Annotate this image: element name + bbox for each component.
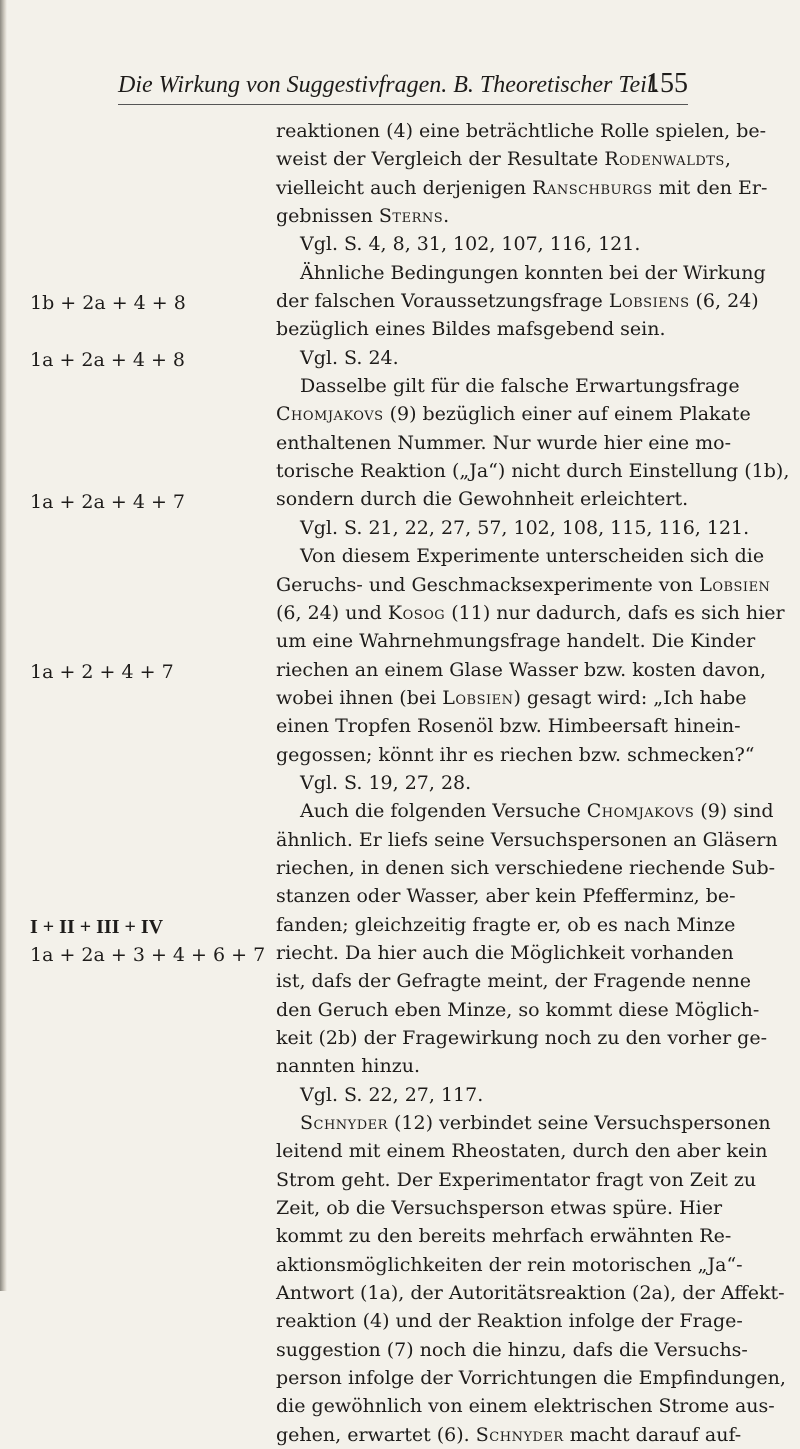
text-line: bezüglich eines Bildes mafsgebend sein. [276, 318, 666, 341]
text-line: Vgl. S. 4, 8, 31, 102, 107, 116, 121. [300, 233, 641, 256]
text-line: einen Tropfen Rosenöl bzw. Himbeersaft hinein- [276, 715, 741, 738]
margin-formula: 1a + 2a + 3 + 4 + 6 + 7 [30, 944, 266, 967]
author-name: Ranschburgs [532, 176, 653, 199]
text-line: leitend mit einem Rheostaten, durch den aber kein [276, 1140, 768, 1163]
text-line: aktionsmöglichkeiten der rein motorischen „Ja“- [276, 1253, 743, 1276]
text-line: ist, dafs der Gefragte meint, der Fragende nenne [276, 970, 752, 993]
text-line: Zeit, ob die Versuchsperson etwas spüre. Hier [276, 1197, 723, 1220]
text-line: Schnyder (12) verbindet seine Versuchspersonen [300, 1112, 771, 1135]
author-name: Rodenwaldts, [604, 148, 732, 171]
margin-formula: 1b + 2a + 4 + 8 [30, 292, 186, 315]
text-line: die gewöhnlich von einem elektrischen Strome aus- [276, 1395, 775, 1418]
text-line: gegossen; könnt ihr es riechen bzw. schmecken?“ [276, 743, 755, 766]
text-line: Von diesem Experimente unterscheiden sich die [300, 545, 765, 568]
text-line: person infolge der Vorrichtungen die Empfindungen, [276, 1367, 786, 1390]
text-line: Auch die folgenden Versuche Chomjakovs (9) sind [300, 800, 774, 823]
text-line: sondern durch die Gewohnheit erleichtert. [276, 488, 689, 511]
text-line: vielleicht auch derjenigen Ranschburgs mit den Er- [276, 176, 768, 199]
text-line: Geruchs- und Geschmacksexperimente von Lobsien [276, 573, 771, 596]
text-line: riechen, in denen sich verschiedene riechende Sub- [276, 856, 776, 879]
text-line: um eine Wahrnehmungsfrage handelt. Die Kinder [276, 630, 756, 653]
text-line: Vgl. S. 21, 22, 27, 57, 102, 108, 115, 116, 121. [300, 516, 750, 539]
author-name: Lobsien [699, 573, 771, 596]
text-line: nannten hinzu. [276, 1055, 421, 1078]
author-name: Chomjakovs [276, 403, 384, 426]
text-line: enthaltenen Nummer. Nur wurde hier eine mo- [276, 431, 732, 454]
text-line: weist der Vergleich der Resultate Rodenwaldts, [276, 148, 732, 171]
author-name: Lobsiens [608, 290, 690, 313]
margin-formula: 1a + 2a + 4 + 7 [30, 490, 186, 513]
text-line: keit (2b) der Fragewirkung noch zu den vorher ge- [276, 1027, 768, 1049]
margin-formula: 1a + 2a + 4 + 8 [30, 348, 186, 371]
text-line: (6, 24) und Kosog (11) nur dadurch, dafs es sich hier [276, 601, 785, 624]
text-line: Dasselbe gilt für die falsche Erwartungsfrage [300, 375, 740, 398]
running-head: Die Wirkung von Suggestivfragen. B. Theoretischer Teil. [118, 72, 660, 98]
text-line: stanzen oder Wasser, aber kein Pfefferminz, be- [276, 885, 736, 908]
page-header [118, 66, 688, 106]
text-line: reaktion (4) und der Reaktion infolge der Frage- [276, 1310, 743, 1333]
author-name: Sterns. [378, 205, 450, 228]
text-line: ähnlich. Er liefs seine Versuchspersonen an Gläsern [276, 828, 778, 851]
author-name: Schnyder [475, 1423, 564, 1446]
text-line: Vgl. S. 19, 27, 28. [300, 771, 472, 794]
text-line: torische Reaktion („Ja“) nicht durch Einstellung (1b), [276, 460, 790, 483]
text-line: suggestion (7) noch die hinzu, dafs die Versuchs- [276, 1338, 748, 1361]
margin-formula: I + II + III + IV [30, 915, 164, 938]
text-line: Antwort (1a), der Autoritätsreaktion (2a), der Affekt- [276, 1282, 785, 1305]
text-line: reaktionen (4) eine beträchtliche Rolle spielen, be- [276, 120, 767, 142]
header-rule [118, 104, 688, 105]
text-line: gehen, erwartet (6). Schnyder macht darauf auf- [276, 1423, 742, 1446]
body-text [276, 117, 790, 1449]
text-line: Vgl. S. 24. [300, 346, 399, 369]
text-line: gebnissen Sterns. [276, 205, 450, 228]
binding-edge [0, 0, 7, 1291]
text-line: Strom geht. Der Experimentator fragt von Zeit zu [276, 1168, 757, 1191]
text-line: riechen an einem Glase Wasser bzw. kosten davon, [276, 658, 767, 681]
text-line: der falschen Voraussetzungsfrage Lobsiens (6, 24) [276, 290, 759, 313]
margin-formula: 1a + 2 + 4 + 7 [30, 660, 174, 683]
text-line: Vgl. S. 22, 27, 117. [300, 1083, 484, 1106]
text-line: Chomjakovs (9) bezüglich einer auf einem Plakate [276, 403, 751, 426]
text-line: riecht. Da hier auch die Möglichkeit vorhanden [276, 941, 734, 964]
text-line: kommt zu den bereits mehrfach erwähnten Re- [276, 1225, 732, 1248]
text-line: den Geruch eben Minze, so kommt diese Möglich- [276, 998, 760, 1021]
author-name: Chomjakovs [586, 800, 695, 823]
page-number: 155 [646, 68, 688, 99]
text-line: fanden; gleichzeitig fragte er, ob es nach Minze [276, 913, 736, 936]
text-line: Ähnliche Bedingungen konnten bei der Wirkung [300, 261, 766, 284]
author-name: Kosog [387, 601, 446, 624]
text-line: wobei ihnen (bei Lobsien) gesagt wird: „Ich habe [276, 686, 747, 709]
author-name: Lobsien [442, 686, 514, 709]
author-name: Schnyder [300, 1112, 388, 1135]
